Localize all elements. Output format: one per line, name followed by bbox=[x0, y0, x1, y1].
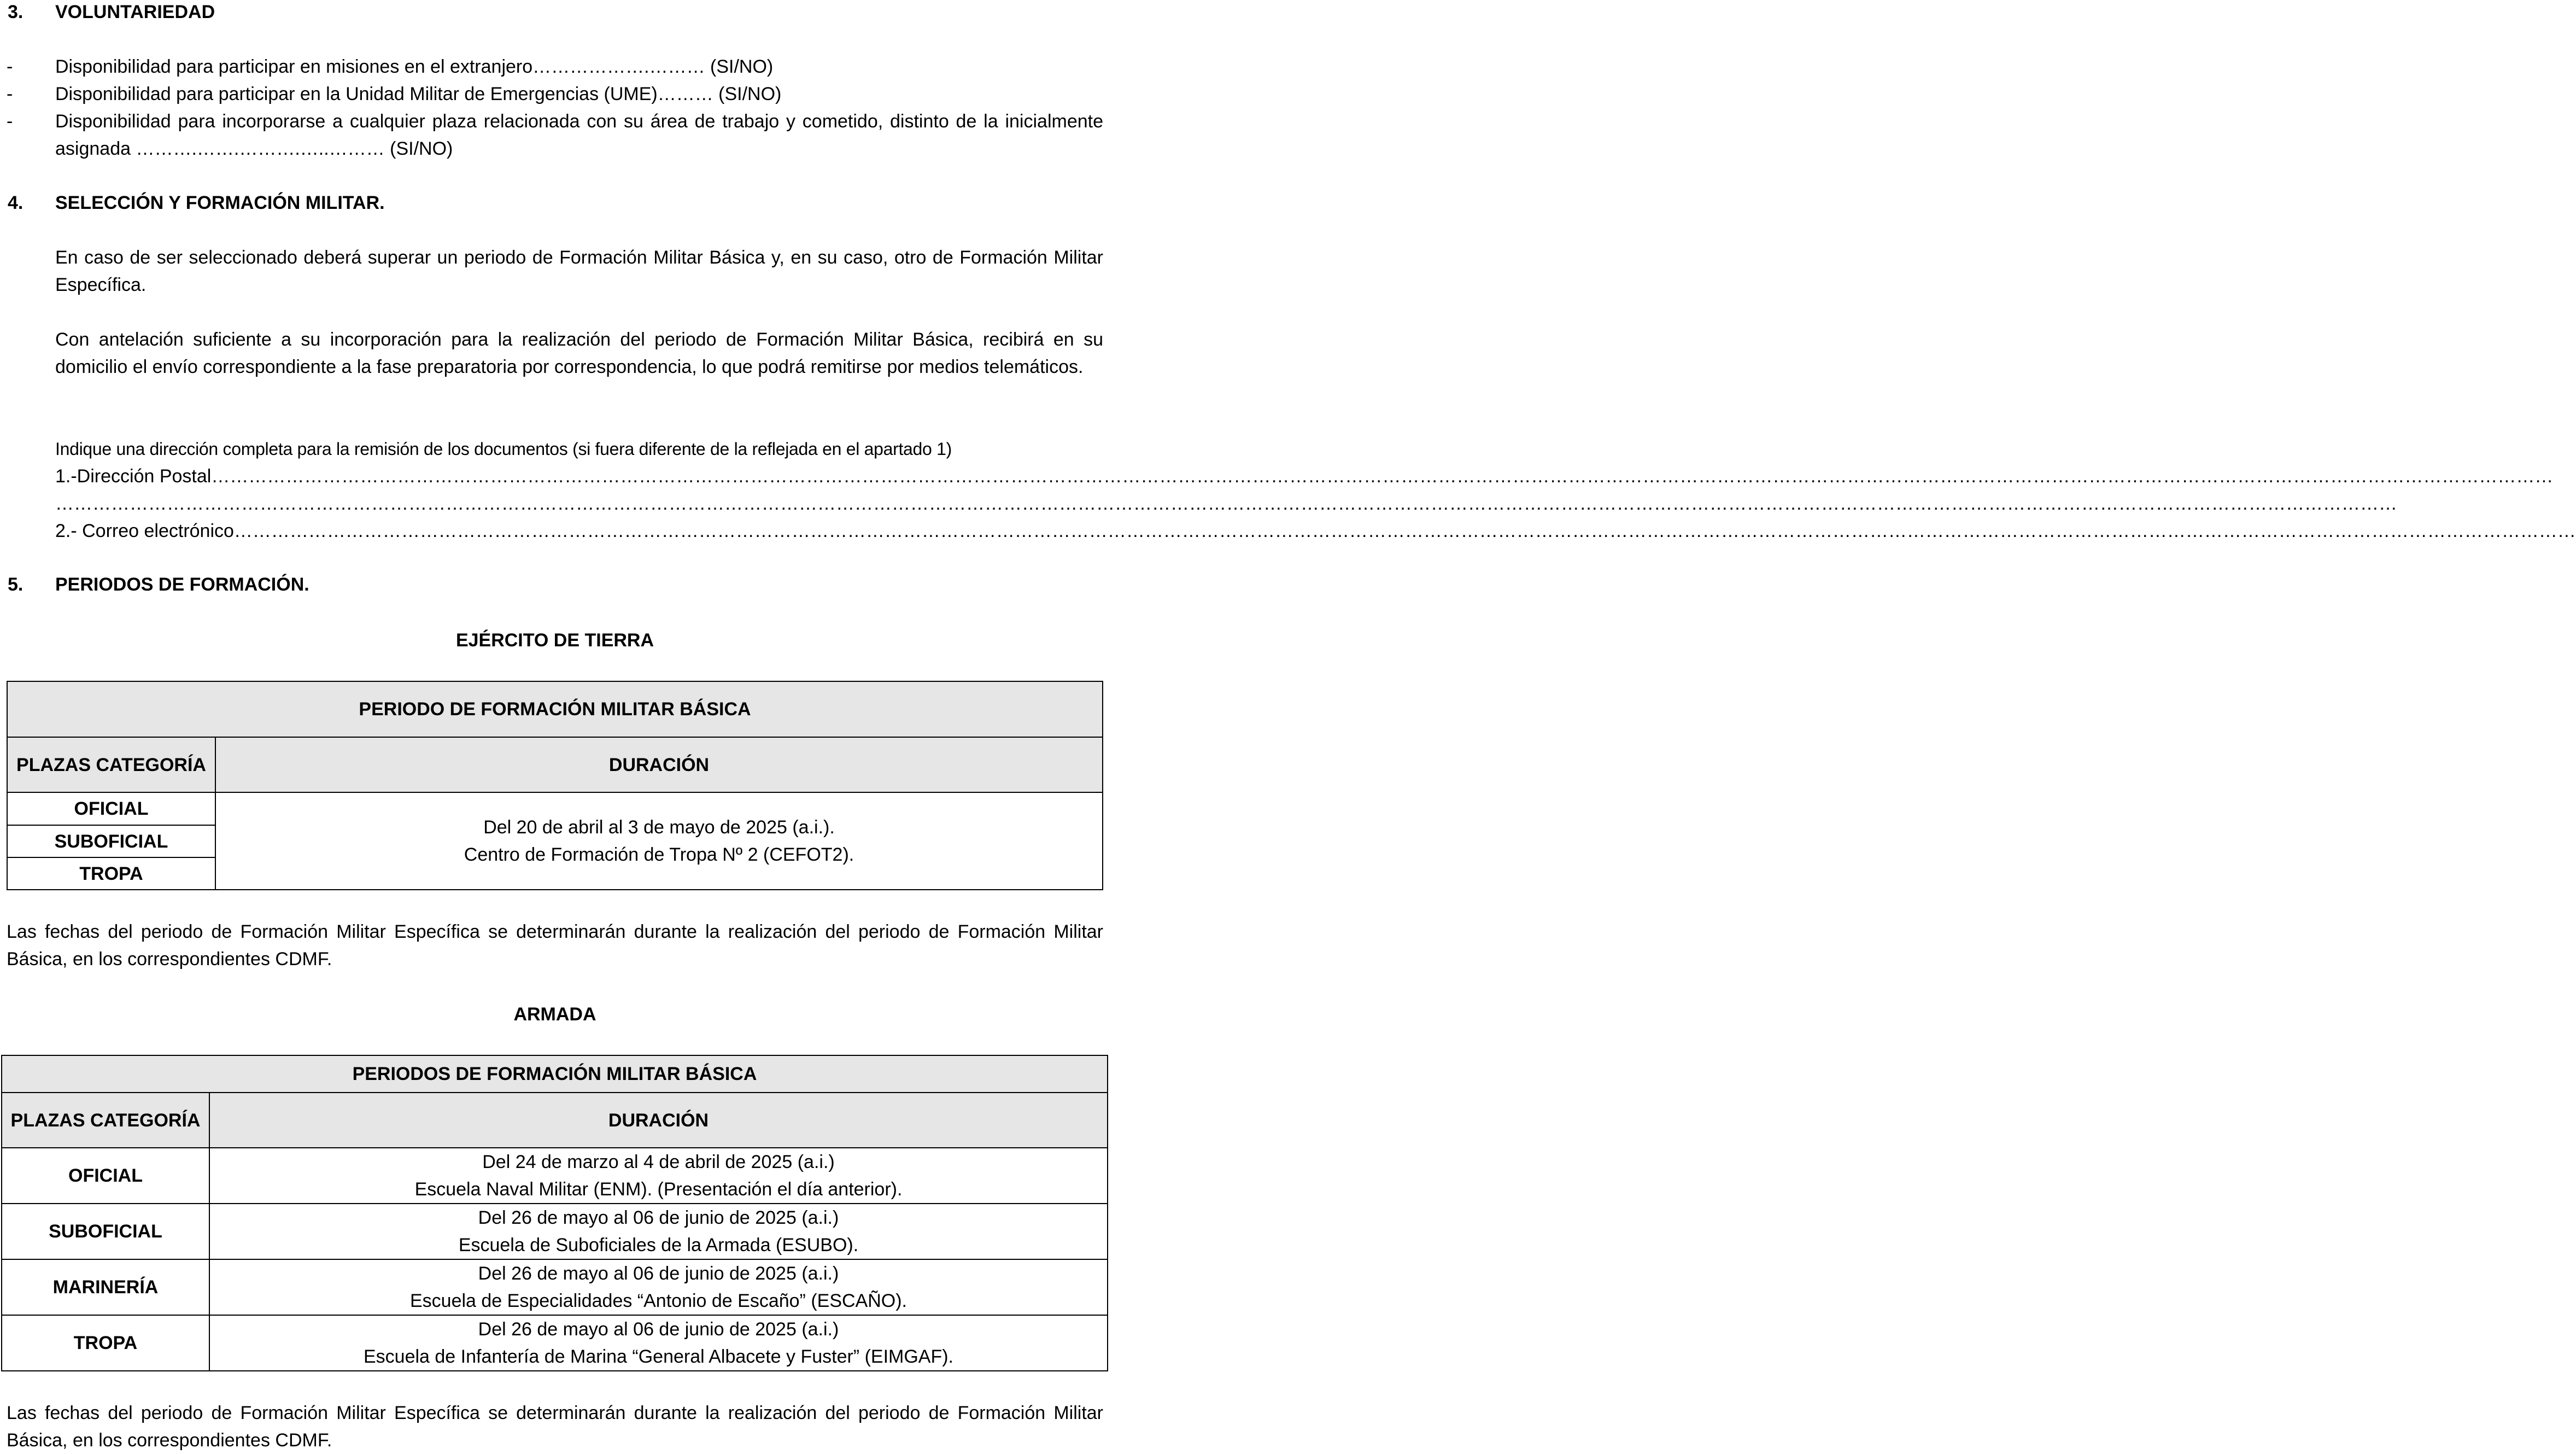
tierra-table-title: PERIODO DE FORMACIÓN MILITAR BÁSICA bbox=[7, 681, 1103, 737]
duration-cell bbox=[209, 1148, 1108, 1204]
duration-cell bbox=[215, 792, 1103, 890]
availability-abroad: Disponibilidad para participar en misiones en el extranjero……………….……… (SI/NO) bbox=[55, 56, 774, 77]
tierra-table bbox=[7, 681, 1103, 890]
category-cell: SUBOFICIAL bbox=[7, 825, 215, 857]
bullet: - bbox=[7, 84, 13, 104]
section-3-number: 3. bbox=[8, 2, 24, 22]
duration-center: Escuela de Infantería de Marina “General Albacete y Fuster” (EIMGAF). bbox=[363, 1346, 954, 1367]
postal-address-continuation[interactable]: ……………………………………………………………………………………………………………………………………………………………………………………………………………………………………………………………………………………………………………………………………………… bbox=[55, 493, 2397, 514]
category-cell: TROPA bbox=[7, 857, 215, 890]
section-4-number: 4. bbox=[8, 192, 24, 213]
armada-heading: ARMADA bbox=[513, 1004, 596, 1025]
armada-table bbox=[1, 1055, 1108, 1371]
paragraph-address-request: Indique una dirección completa para la remisión de los documentos (si fuera diferente de la reflejada en el apartado 1) bbox=[55, 439, 952, 459]
availability-other-post: Disponibilidad para incorporarse a cualquier plaza relacionada con su área de trabajo y cometido, distinto de la inicialmente asignada ……….…….……….…..……… (SI/NO) bbox=[55, 111, 1103, 159]
tierra-heading: EJÉRCITO DE TIERRA bbox=[455, 630, 654, 651]
category-cell: MARINERÍA bbox=[2, 1259, 209, 1315]
duration-cell bbox=[209, 1315, 1108, 1371]
section-3-title: VOLUNTARIEDAD bbox=[55, 2, 215, 22]
email-field[interactable] bbox=[55, 517, 2576, 545]
bullet: - bbox=[7, 111, 13, 132]
duration-dates: Del 24 de marzo al 4 de abril de 2025 (a.i.) bbox=[482, 1152, 835, 1172]
availability-ume: Disponibilidad para participar en la Unidad Militar de Emergencias (UME)……… (SI/NO) bbox=[55, 84, 782, 104]
armada-table-title: PERIODOS DE FORMACIÓN MILITAR BÁSICA bbox=[2, 1055, 1108, 1093]
bullet: - bbox=[7, 56, 13, 77]
category-cell: OFICIAL bbox=[7, 792, 215, 825]
duration-center: Escuela de Suboficiales de la Armada (ESUBO). bbox=[458, 1235, 859, 1256]
section-5-title: PERIODOS DE FORMACIÓN. bbox=[55, 574, 309, 595]
postal-address-field[interactable] bbox=[55, 463, 2554, 490]
email-label: 2.- Correo electrónico bbox=[55, 521, 234, 541]
category-cell: TROPA bbox=[2, 1315, 209, 1371]
paragraph-preparatory-phase: Con antelación suficiente a su incorporación para la realización del periodo de Formación Militar Básica, recibirá en su domicilio el envío correspondiente a la fase preparatoria por correspondencia, lo que podrá remitirse por medios telemáticos. bbox=[55, 329, 1103, 377]
category-cell: SUBOFICIAL bbox=[2, 1204, 209, 1259]
dotted-leader: ……………………………………………………………………………………………………………………………………………………………………………………………………………………………………………………………………………………………………………………………………………… bbox=[233, 521, 2576, 541]
category-cell: OFICIAL bbox=[2, 1148, 209, 1204]
armada-note: Las fechas del periodo de Formación Militar Específica se determinarán durante la realización del periodo de Formación Militar Básica, en los correspondientes CDMF. bbox=[7, 1403, 1103, 1451]
paragraph-selection: En caso de ser seleccionado deberá superar un periodo de Formación Militar Básica y, en su caso, otro de Formación Militar Específica. bbox=[55, 247, 1103, 295]
col-header-duration: DURACIÓN bbox=[215, 737, 1103, 792]
duration-cell bbox=[209, 1259, 1108, 1315]
tierra-note: Las fechas del periodo de Formación Militar Específica se determinarán durante la realización del periodo de Formación Militar Básica, en los correspondientes CDMF. bbox=[7, 921, 1103, 970]
col-header-category: PLAZAS CATEGORÍA bbox=[7, 737, 215, 792]
duration-center: Centro de Formación de Tropa Nº 2 (CEFOT2). bbox=[464, 844, 854, 865]
section-4-title: SELECCIÓN Y FORMACIÓN MILITAR. bbox=[55, 192, 385, 213]
duration-center: Escuela Naval Militar (ENM). (Presentación el día anterior). bbox=[414, 1179, 903, 1200]
col-header-duration: DURACIÓN bbox=[209, 1093, 1108, 1148]
duration-dates: Del 20 de abril al 3 de mayo de 2025 (a.i.). bbox=[483, 817, 835, 838]
duration-dates: Del 26 de mayo al 06 de junio de 2025 (a.i.) bbox=[478, 1319, 839, 1340]
col-header-category: PLAZAS CATEGORÍA bbox=[2, 1093, 209, 1148]
duration-cell bbox=[209, 1204, 1108, 1259]
dotted-leader: ……………………………………………………………………………………………………………………………………………………………………………………………………………………………………………………………………………………………………………………………………………… bbox=[211, 466, 2554, 487]
duration-dates: Del 26 de mayo al 06 de junio de 2025 (a.i.) bbox=[478, 1207, 839, 1228]
duration-center: Escuela de Especialidades “Antonio de Escaño” (ESCAÑO). bbox=[409, 1291, 908, 1311]
duration-dates: Del 26 de mayo al 06 de junio de 2025 (a.i.) bbox=[478, 1263, 839, 1284]
postal-address-label: 1.-Dirección Postal bbox=[55, 466, 212, 487]
section-5-number: 5. bbox=[8, 574, 24, 595]
